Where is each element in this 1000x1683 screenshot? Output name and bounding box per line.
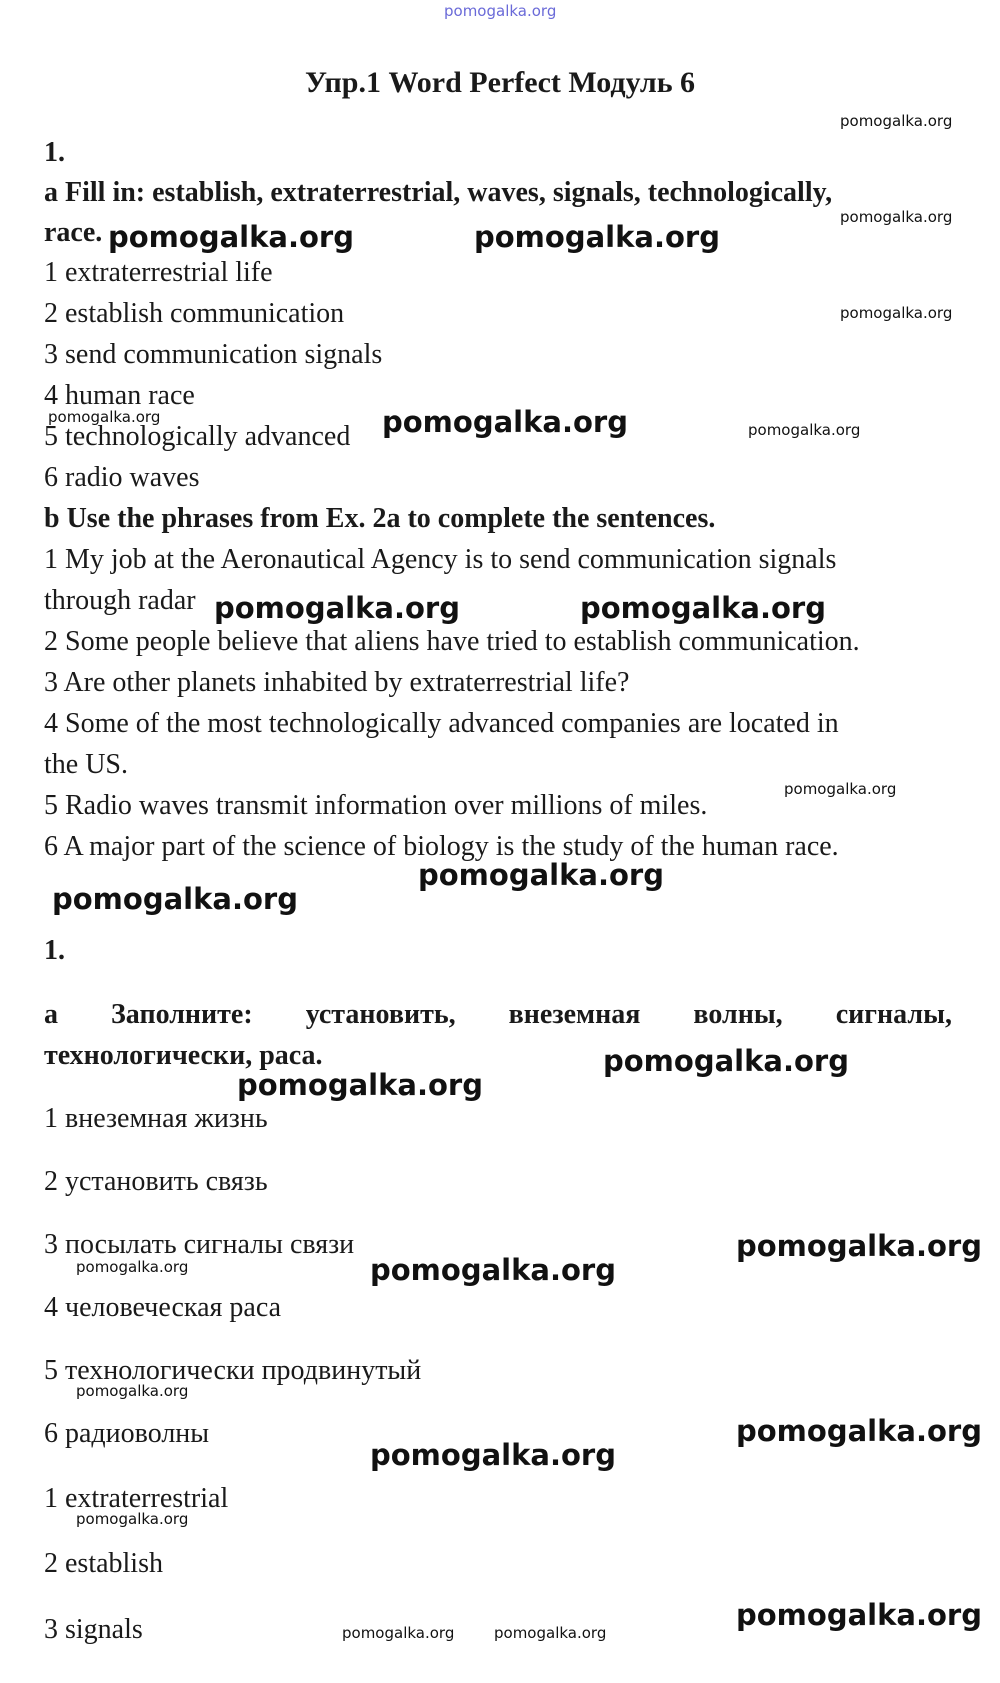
- task-a-word-4: внеземная: [508, 999, 641, 1030]
- watermark-top: pomogalka.org: [444, 2, 557, 20]
- sentence-b-4-cont: the US.: [44, 749, 128, 780]
- watermark: pomogalka.org: [370, 1438, 616, 1472]
- answer-a-1: 1 extraterrestrial life: [44, 257, 273, 288]
- answer-ru-2: 2 установить связь: [44, 1166, 268, 1197]
- answer-a-3: 3 send communication signals: [44, 339, 383, 370]
- watermark: pomogalka.org: [214, 591, 460, 625]
- answer-a-6: 6 radio waves: [44, 462, 200, 493]
- task-a-word-3: установить,: [305, 999, 456, 1030]
- answer-a-2: 2 establish communication: [44, 298, 345, 329]
- watermark: pomogalka.org: [580, 591, 826, 625]
- sentence-b-5: 5 Radio waves transmit information over millions of miles.: [44, 790, 708, 821]
- answer-a-5: 5 technologically advanced: [44, 421, 351, 452]
- watermark: pomogalka.org: [342, 1624, 455, 1642]
- watermark: pomogalka.org: [840, 304, 953, 322]
- sentence-b-3: 3 Are other planets inhabited by extraterrestrial life?: [44, 667, 630, 698]
- sentence-b-1: 1 My job at the Aeronautical Agency is to send communication signals: [44, 544, 837, 575]
- task-a-heading-line1: a Fill in: establish, extraterrestrial, waves, signals, technologically,: [44, 177, 833, 208]
- watermark: pomogalka.org: [840, 112, 953, 130]
- task-a-word-5: волны,: [693, 999, 783, 1030]
- task-a-heading-ru-line2: технологически, раса.: [44, 1040, 323, 1071]
- sentence-b-6: 6 A major part of the science of biology is the study of the human race.: [44, 831, 839, 862]
- watermark: pomogalka.org: [603, 1044, 849, 1078]
- sentence-b-2: 2 Some people believe that aliens have tried to establish communication.: [44, 626, 860, 657]
- task-a-word-2: Заполните:: [111, 999, 253, 1030]
- answer-a-4: 4 human race: [44, 380, 195, 411]
- exercise-number-ru: 1.: [44, 935, 65, 966]
- watermark: pomogalka.org: [382, 405, 628, 439]
- task-a-word-6: сигналы,: [835, 999, 952, 1030]
- answer-ru-3: 3 посылать сигналы связи: [44, 1229, 355, 1260]
- answer-ru-1: 1 внеземная жизнь: [44, 1103, 268, 1134]
- watermark: pomogalka.org: [76, 1382, 189, 1400]
- watermark: pomogalka.org: [784, 780, 897, 798]
- watermark: pomogalka.org: [76, 1510, 189, 1528]
- watermark: pomogalka.org: [748, 421, 861, 439]
- word-answer-3: 3 signals: [44, 1614, 143, 1645]
- task-b-heading: b Use the phrases from Ex. 2a to complete the sentences.: [44, 503, 716, 534]
- watermark: pomogalka.org: [52, 882, 298, 916]
- answer-ru-5: 5 технологически продвинутый: [44, 1355, 422, 1386]
- task-a-heading-line2: race.: [44, 217, 103, 248]
- exercise-number: 1.: [44, 137, 65, 168]
- watermark: pomogalka.org: [736, 1229, 982, 1263]
- page-title: Упр.1 Word Perfect Модуль 6: [304, 66, 696, 99]
- watermark: pomogalka.org: [736, 1598, 982, 1632]
- watermark: pomogalka.org: [418, 858, 664, 892]
- watermark: pomogalka.org: [48, 408, 161, 426]
- watermark: pomogalka.org: [76, 1258, 189, 1276]
- word-answer-1: 1 extraterrestrial: [44, 1483, 229, 1514]
- watermark: pomogalka.org: [494, 1624, 607, 1642]
- task-a-word-1: a: [44, 999, 58, 1030]
- watermark: pomogalka.org: [474, 220, 720, 254]
- answer-ru-4: 4 человеческая раса: [44, 1292, 282, 1323]
- watermark: pomogalka.org: [237, 1068, 483, 1102]
- task-a-heading-ru-line1: [44, 998, 952, 1032]
- watermark: pomogalka.org: [736, 1414, 982, 1448]
- sentence-b-1-cont: through radar: [44, 585, 196, 616]
- watermark: pomogalka.org: [840, 208, 953, 226]
- watermark: pomogalka.org: [370, 1253, 616, 1287]
- word-answer-2: 2 establish: [44, 1548, 163, 1579]
- watermark: pomogalka.org: [108, 220, 354, 254]
- sentence-b-4: 4 Some of the most technologically advanced companies are located in: [44, 708, 839, 739]
- answer-ru-6: 6 радиоволны: [44, 1418, 210, 1449]
